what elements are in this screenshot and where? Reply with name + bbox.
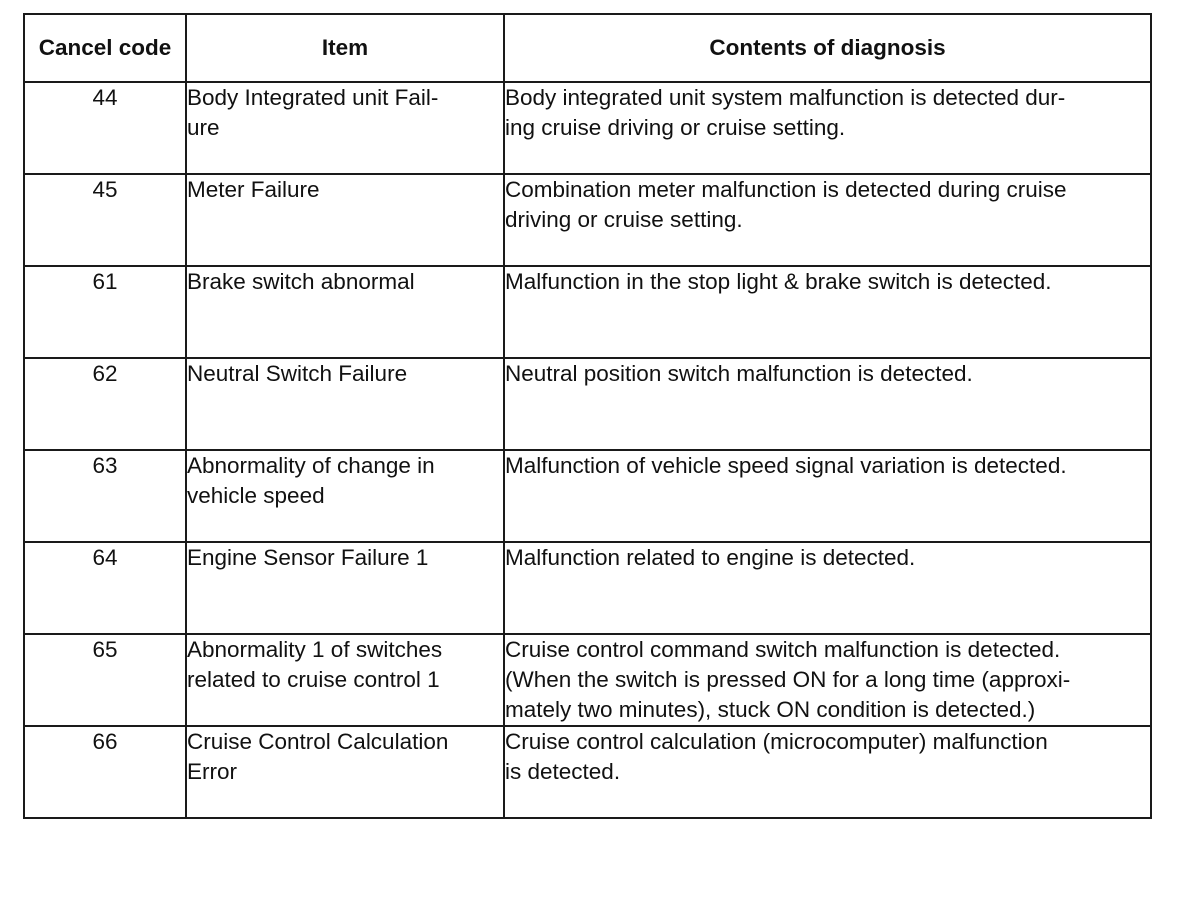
cancel-code-cell: 44 bbox=[24, 82, 186, 174]
contents-line: mately two minutes), stuck ON condition is detected.) bbox=[505, 697, 1036, 722]
table-row bbox=[24, 82, 1151, 174]
item-line: Error bbox=[187, 759, 237, 784]
contents-line: Cruise control calculation (microcomputer) malfunction bbox=[505, 729, 1048, 754]
contents-line: ing cruise driving or cruise setting. bbox=[505, 115, 846, 140]
header-contents: Contents of diagnosis bbox=[504, 14, 1151, 82]
contents-cell bbox=[504, 450, 1151, 542]
contents-cell bbox=[504, 542, 1151, 634]
cancel-code-table bbox=[23, 13, 1152, 819]
contents-cell bbox=[504, 726, 1151, 818]
cancel-code-cell: 64 bbox=[24, 542, 186, 634]
contents-line: Cruise control command switch malfunction is detected. bbox=[505, 637, 1061, 662]
item-line: Engine Sensor Failure 1 bbox=[187, 545, 429, 570]
contents-line: Malfunction in the stop light & brake switch is detected. bbox=[505, 269, 1052, 294]
contents-line: is detected. bbox=[505, 759, 621, 784]
cancel-code-cell: 63 bbox=[24, 450, 186, 542]
item-line: Body Integrated unit Fail- bbox=[187, 85, 439, 110]
table-body bbox=[24, 82, 1151, 818]
contents-cell bbox=[504, 174, 1151, 266]
item-cell bbox=[186, 634, 504, 726]
header-item: Item bbox=[186, 14, 504, 82]
table-row bbox=[24, 358, 1151, 450]
item-cell bbox=[186, 82, 504, 174]
item-line: Neutral Switch Failure bbox=[187, 361, 408, 386]
item-line: Meter Failure bbox=[187, 177, 320, 202]
table-row bbox=[24, 450, 1151, 542]
item-cell bbox=[186, 358, 504, 450]
contents-line: Neutral position switch malfunction is detected. bbox=[505, 361, 973, 386]
contents-cell bbox=[504, 266, 1151, 358]
item-cell bbox=[186, 174, 504, 266]
table-header-row bbox=[24, 14, 1151, 82]
item-line: Abnormality 1 of switches bbox=[187, 637, 443, 662]
item-line: related to cruise control 1 bbox=[187, 667, 440, 692]
item-cell bbox=[186, 542, 504, 634]
item-line: vehicle speed bbox=[187, 483, 325, 508]
contents-line: driving or cruise setting. bbox=[505, 207, 743, 232]
item-line: Cruise Control Calculation bbox=[187, 729, 449, 754]
contents-cell bbox=[504, 634, 1151, 726]
contents-line: Malfunction of vehicle speed signal variation is detected. bbox=[505, 453, 1067, 478]
item-cell bbox=[186, 726, 504, 818]
cancel-code-cell: 61 bbox=[24, 266, 186, 358]
header-cancel-code: Cancel code bbox=[24, 14, 186, 82]
item-line: Brake switch abnormal bbox=[187, 269, 415, 294]
cancel-code-cell: 45 bbox=[24, 174, 186, 266]
item-cell bbox=[186, 450, 504, 542]
cancel-code-cell: 62 bbox=[24, 358, 186, 450]
item-cell bbox=[186, 266, 504, 358]
table-row bbox=[24, 634, 1151, 726]
contents-line: Combination meter malfunction is detected during cruise bbox=[505, 177, 1067, 202]
item-line: Abnormality of change in bbox=[187, 453, 435, 478]
cancel-code-cell: 66 bbox=[24, 726, 186, 818]
contents-line: (When the switch is pressed ON for a long time (approxi- bbox=[505, 667, 1071, 692]
contents-line: Malfunction related to engine is detected. bbox=[505, 545, 916, 570]
table-row bbox=[24, 266, 1151, 358]
table-row bbox=[24, 174, 1151, 266]
contents-cell bbox=[504, 82, 1151, 174]
table-row bbox=[24, 726, 1151, 818]
contents-line: Body integrated unit system malfunction is detected dur- bbox=[505, 85, 1066, 110]
table-row bbox=[24, 542, 1151, 634]
item-line: ure bbox=[187, 115, 220, 140]
cancel-code-cell: 65 bbox=[24, 634, 186, 726]
contents-cell bbox=[504, 358, 1151, 450]
